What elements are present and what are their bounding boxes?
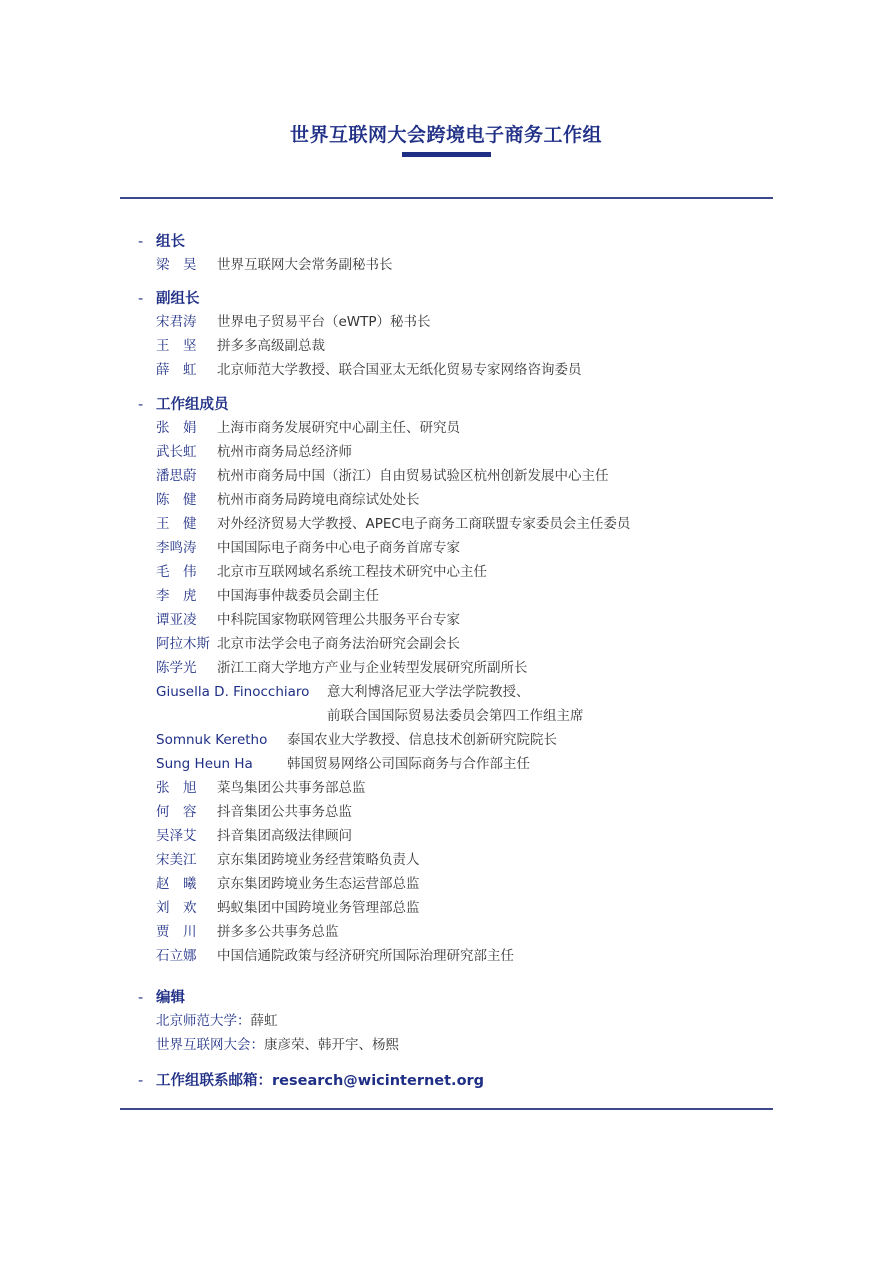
section-deputy-heading (138, 287, 200, 308)
member-title: 抖音集团高级法律顾问 (217, 828, 352, 844)
member-name: 梁 昊 (156, 257, 197, 273)
member-name: 何 容 (156, 804, 197, 820)
member-title: 杭州市商务局中国（浙江）自由贸易试验区杭州创新发展中心主任 (217, 468, 609, 484)
bullet-dash: - (138, 990, 144, 1006)
member-name: 贾 川 (156, 924, 197, 940)
member-name: 宋君涛 (156, 314, 197, 330)
editor-line (156, 1012, 278, 1030)
section-label: 编辑 (156, 990, 185, 1006)
member-title: 京东集团跨境业务生态运营部总监 (217, 876, 420, 892)
member-title: 北京市法学会电子商务法治研究会副会长 (217, 636, 460, 652)
member-title: 中国海事仲裁委员会副主任 (217, 588, 379, 604)
member-name: 宋美江 (156, 852, 197, 868)
member-title: 意大利博洛尼亚大学法学院教授、 (327, 684, 530, 700)
member-title: 菜鸟集团公共事务部总监 (217, 780, 366, 796)
member-name: 吴泽艾 (156, 828, 197, 844)
member-name: 王 坚 (156, 338, 197, 354)
member-title: 北京市互联网域名系统工程技术研究中心主任 (217, 564, 487, 580)
member-title: 泰国农业大学教授、信息技术创新研究院院长 (287, 732, 557, 748)
section-members-heading (138, 393, 229, 414)
member-name: Sung Heun Ha (156, 756, 253, 772)
section-leader-heading (138, 230, 185, 251)
bullet-dash: - (138, 1073, 144, 1089)
page-title: 世界互联网大会跨境电子商务工作组 (289, 124, 602, 146)
member-name: 王 健 (156, 516, 197, 532)
bullet-dash: - (138, 291, 144, 307)
bullet-dash: - (138, 397, 144, 413)
member-name: 武长虹 (156, 444, 197, 460)
member-title: 杭州市商务局总经济师 (217, 444, 352, 460)
member-title: 中国国际电子商务中心电子商务首席专家 (217, 540, 460, 556)
member-title: 抖音集团公共事务总监 (217, 804, 352, 820)
editor-org: 北京师范大学： (156, 1013, 251, 1029)
member-title: 蚂蚁集团中国跨境业务管理部总监 (217, 900, 420, 916)
member-name: 阿拉木斯 (156, 636, 210, 652)
member-title: 北京师范大学教授、联合国亚太无纸化贸易专家网络咨询委员 (217, 362, 582, 378)
contact-line (138, 1069, 484, 1090)
member-name: 李鸣涛 (156, 540, 197, 556)
member-title: 拼多多高级副总裁 (217, 338, 325, 354)
editor-people: 薛虹 (250, 1013, 278, 1029)
member-title: 世界互联网大会常务副秘书长 (217, 257, 393, 273)
member-name: 陈 健 (156, 492, 197, 508)
member-name: Somnuk Keretho (156, 732, 268, 748)
member-name: 张 旭 (156, 780, 197, 796)
member-title: 拼多多公共事务总监 (217, 924, 339, 940)
member-name: 刘 欢 (156, 900, 197, 916)
member-name: 李 虎 (156, 588, 197, 604)
editor-people: 康彦荣、韩开宇、杨熙 (264, 1037, 399, 1053)
section-editors-heading (138, 986, 185, 1007)
member-title: 韩国贸易网络公司国际商务与合作部主任 (287, 756, 530, 772)
member-name: 张 娟 (156, 420, 197, 436)
member-title: 上海市商务发展研究中心副主任、研究员 (217, 420, 460, 436)
member-title-continued: 前联合国国际贸易法委员会第四工作组主席 (327, 708, 584, 724)
member-name: Giusella D. Finocchiaro (156, 684, 310, 700)
contact-label: 工作组联系邮箱： (156, 1073, 272, 1089)
member-title: 世界电子贸易平台（eWTP）秘书长 (217, 314, 431, 330)
member-title: 中科院国家物联网管理公共服务平台专家 (217, 612, 460, 628)
section-label: 组长 (156, 234, 185, 250)
member-title: 对外经济贸易大学教授、APEC电子商务工商联盟专家委员会主任委员 (217, 516, 631, 532)
editor-line (156, 1036, 399, 1054)
member-name: 石立娜 (156, 948, 197, 964)
section-label: 工作组成员 (156, 397, 229, 413)
bullet-dash: - (138, 234, 144, 250)
member-name: 毛 伟 (156, 564, 197, 580)
section-label: 副组长 (156, 291, 200, 307)
bottom-divider (120, 1108, 773, 1110)
editor-org: 世界互联网大会： (156, 1037, 264, 1053)
member-name: 薛 虹 (156, 362, 197, 378)
member-name: 陈学光 (156, 660, 197, 676)
top-divider (120, 197, 773, 199)
contact-email-link[interactable]: research@wicinternet.org (272, 1073, 485, 1089)
member-name: 潘思蔚 (156, 468, 197, 484)
member-name: 赵 曦 (156, 876, 197, 892)
member-title: 中国信通院政策与经济研究所国际治理研究部主任 (217, 948, 514, 964)
member-name: 谭亚凌 (156, 612, 197, 628)
member-title: 杭州市商务局跨境电商综试处处长 (217, 492, 420, 508)
member-title: 京东集团跨境业务经营策略负责人 (217, 852, 420, 868)
title-underline (402, 152, 491, 157)
member-title: 浙江工商大学地方产业与企业转型发展研究所副所长 (217, 660, 528, 676)
